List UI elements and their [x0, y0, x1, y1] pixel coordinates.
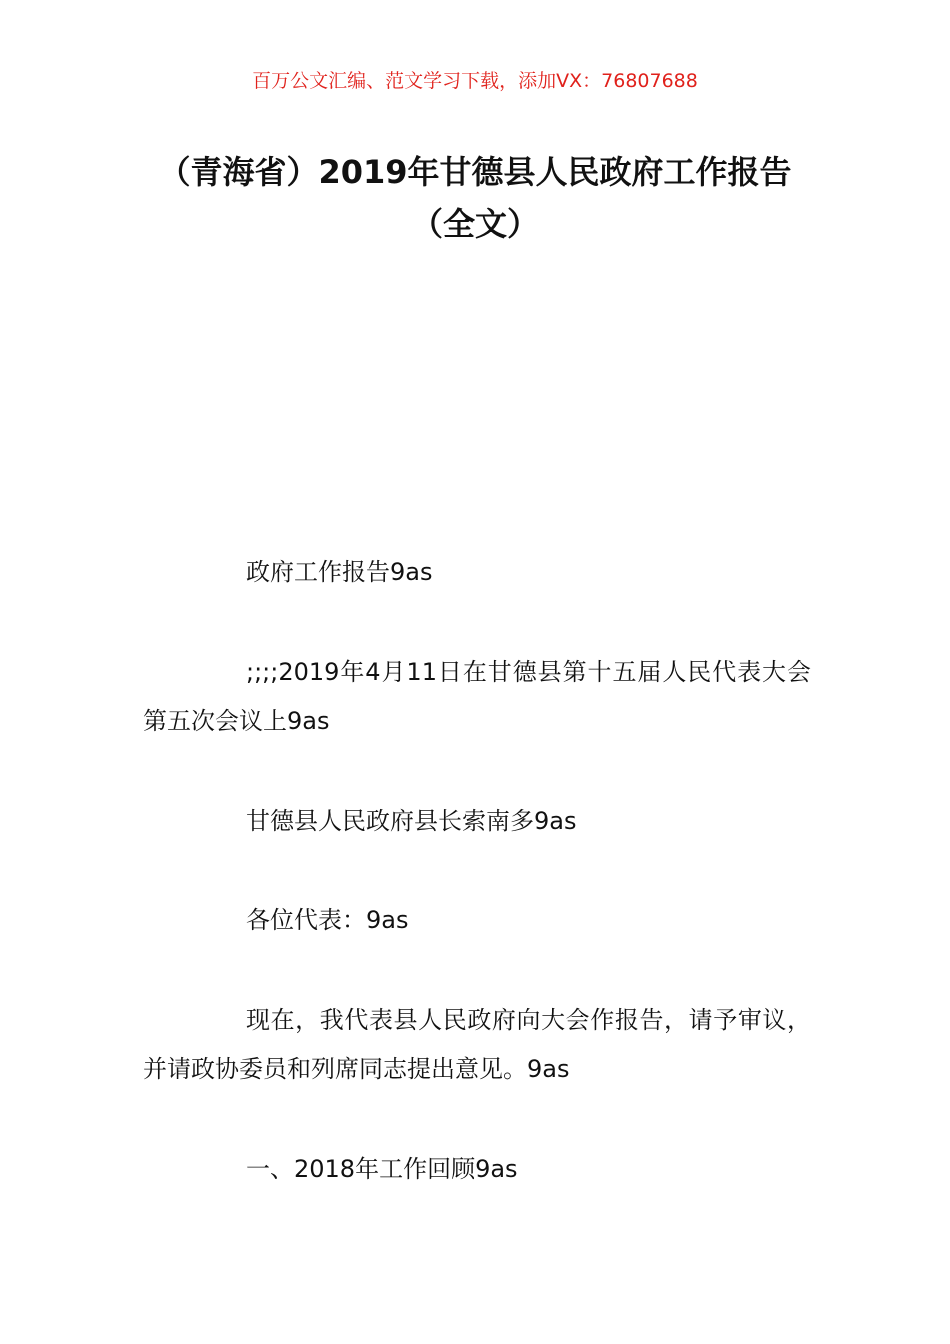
document-title: （青海省）2019年甘德县人民政府工作报告（全文） — [158, 153, 792, 243]
header-note: 百万公文汇编、范文学习下载，添加VX：76807688 — [252, 70, 698, 92]
paragraph-speaker: 甘德县人民政府县长索南多9as — [246, 807, 577, 835]
paragraph-opening: 现在，我代表县人民政府向大会作报告，请予审议，并请政协委员和列席同志提出意见。9as — [143, 1006, 811, 1083]
paragraph-report-label: 政府工作报告9as — [246, 558, 433, 586]
paragraph-salutation: 各位代表：9as — [246, 906, 409, 934]
paragraph-meeting-date: ;;;;2019年4月11日在甘德县第十五届人民代表大会第五次会议上9as — [143, 658, 811, 735]
section-heading-review: 一、2018年工作回顾9as — [246, 1155, 518, 1183]
